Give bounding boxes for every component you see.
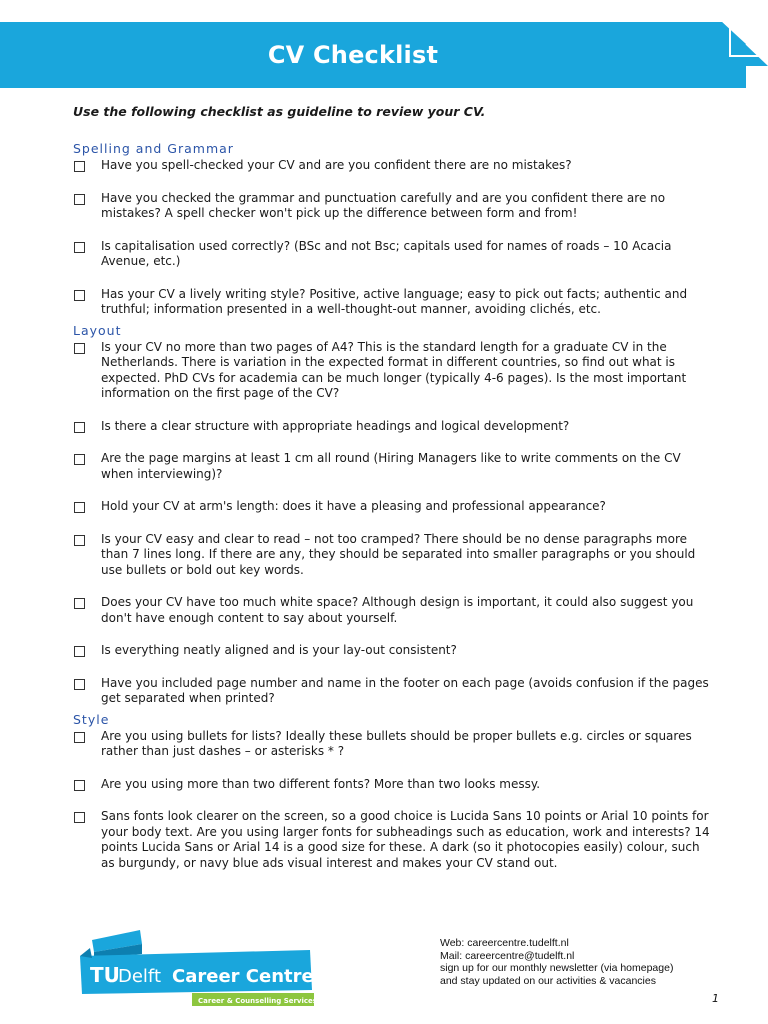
checklist-item-text: Is everything neatly aligned and is your lay-out consistent? bbox=[101, 643, 457, 657]
checklist-content bbox=[73, 104, 713, 876]
logo-delft-text: Delft bbox=[118, 966, 162, 987]
logo-tu-text: TU bbox=[90, 963, 120, 987]
checklist-item bbox=[73, 499, 713, 515]
checkbox[interactable] bbox=[74, 194, 85, 205]
section-heading: Layout bbox=[73, 322, 122, 338]
checklist-item bbox=[73, 676, 713, 707]
section-layout bbox=[73, 323, 713, 707]
checklist-item bbox=[73, 239, 713, 270]
footer-newsletter: sign up for our monthly newsletter (via homepage) bbox=[440, 962, 674, 974]
checklist-item-text: Is your CV no more than two pages of A4? This is the standard length for a graduate CV in the Netherlands. There is variation in the expected format in different countries, so find out what is expected. PhD CVs for academia can be much longer (typically 4-6 pages). Is the most important information on the first page of the CV? bbox=[101, 339, 687, 400]
checkbox[interactable] bbox=[74, 780, 85, 791]
checklist-item bbox=[73, 419, 713, 435]
checklist-item bbox=[73, 340, 713, 402]
logo-tagline: Career & Counselling Services bbox=[198, 997, 317, 1005]
intro-text: Use the following checklist as guideline to review your CV. bbox=[73, 104, 486, 119]
checkbox[interactable] bbox=[74, 646, 85, 657]
checkbox[interactable] bbox=[74, 454, 85, 465]
footer-mail[interactable]: Mail: careercentre@tudelft.nl bbox=[440, 949, 575, 962]
checklist-item-text: Are the page margins at least 1 cm all round (Hiring Managers like to write comments on the CV when interviewing)? bbox=[101, 451, 681, 481]
checklist-item-text: Is capitalisation used correctly? (BSc and not Bsc; capitals used for names of roads – 10 Acacia Avenue, etc.) bbox=[101, 238, 672, 268]
checklist-item bbox=[73, 777, 713, 793]
footer-web[interactable]: Web: careercentre.tudelft.nl bbox=[440, 937, 569, 949]
checkbox[interactable] bbox=[74, 535, 85, 546]
checklist-item-text: Is there a clear structure with appropriate headings and logical development? bbox=[101, 418, 570, 433]
checkbox[interactable] bbox=[74, 290, 85, 301]
checklist-item-text: Does your CV have too much white space? Although design is important, it could also suggest you don't have enough content to say about yourself. bbox=[101, 595, 694, 625]
checklist-item bbox=[73, 809, 713, 871]
checklist-item-text: Have you included page number and name in the footer on each page (avoids confusion if the pages get separated when printed? bbox=[101, 675, 709, 705]
checklist-item bbox=[73, 643, 713, 659]
page-title: CV Checklist bbox=[267, 41, 439, 69]
footer-updates: and stay updated on our activities & vacancies bbox=[440, 974, 656, 987]
checklist-item bbox=[73, 287, 713, 318]
checklist-item bbox=[73, 451, 713, 482]
checkbox[interactable] bbox=[74, 679, 85, 690]
checklist-item-text: Sans fonts look clearer on the screen, so a good choice is Lucida Sans 10 points or Arial 10 points for your body text. Are you using larger fonts for subheadings such as education, work and interests? 14 points Lucida Sans or Arial 14 is a good size for these. A dark (so it photocopies easily) colour, such as burgundy, or navy blue ads visual interest and makes your CV stand out. bbox=[101, 809, 710, 870]
checklist-item-text: Have you checked the grammar and punctuation carefully and are you confident there are no mistakes? A spell checker won't pick up the difference between form and from! bbox=[101, 190, 666, 220]
checklist-item-text: Has your CV a lively writing style? Positive, active language; easy to pick out facts; authentic and truthful; information presented in a well-thought-out manner, avoiding clichés, etc. bbox=[101, 286, 688, 316]
checklist-item-text: Have you spell-checked your CV and are you confident there are no mistakes? bbox=[101, 158, 572, 172]
checkbox[interactable] bbox=[74, 242, 85, 253]
checkbox[interactable] bbox=[74, 161, 85, 172]
checklist-item-text: Are you using bullets for lists? Ideally these bullets should be proper bullets e.g. circles or squares rather than just dashes – or asterisks * ? bbox=[101, 728, 692, 758]
section-heading: Spelling and Grammar bbox=[73, 141, 234, 156]
section-heading: Style bbox=[73, 711, 110, 727]
checklist-item bbox=[73, 729, 713, 760]
page-fold-icon bbox=[722, 0, 768, 66]
checklist-item bbox=[73, 158, 713, 174]
checklist-item-text: Are you using more than two different fonts? More than two looks messy. bbox=[101, 776, 541, 791]
page-number: 1 bbox=[712, 992, 719, 1005]
checkbox[interactable] bbox=[74, 502, 85, 513]
checkbox[interactable] bbox=[74, 422, 85, 433]
checkbox[interactable] bbox=[74, 732, 85, 743]
checkbox[interactable] bbox=[74, 598, 85, 609]
checklist-item bbox=[73, 191, 713, 222]
checklist-item bbox=[73, 532, 713, 579]
footer-contact bbox=[440, 937, 730, 987]
section-spelling-grammar bbox=[73, 141, 713, 318]
checkbox[interactable] bbox=[74, 343, 85, 354]
checklist-item bbox=[73, 595, 713, 626]
logo-career-centre-text: Career Centre bbox=[172, 966, 314, 987]
section-style bbox=[73, 712, 713, 872]
checkbox[interactable] bbox=[74, 812, 85, 823]
tudelft-career-centre-logo bbox=[80, 926, 320, 1010]
checklist-item-text: Is your CV easy and clear to read – not too cramped? There should be no dense paragraphs more than 7 lines long. If there are any, they should be separated into smaller paragraphs or you should use bullets or bold out key words. bbox=[101, 531, 696, 577]
checklist-item-text: Hold your CV at arm's length: does it have a pleasing and professional appearance? bbox=[101, 499, 606, 513]
header-banner bbox=[0, 22, 746, 88]
